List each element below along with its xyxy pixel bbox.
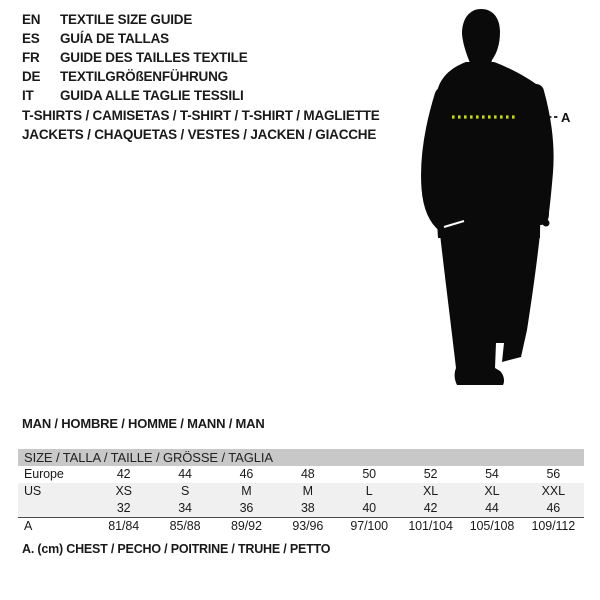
category-line-jackets: JACKETS / CHAQUETAS / VESTES / JACKEN / GIACCHE (22, 127, 377, 142)
table-cell: 32 (116, 501, 131, 515)
table-cell: XL (423, 484, 439, 498)
language-title: GUIDE DES TAILLES TEXTILE (60, 50, 248, 65)
category-lines (22, 106, 380, 144)
table-cell: 44 (178, 467, 192, 481)
table-row-label (18, 500, 93, 517)
table-cell: 42 (116, 467, 131, 481)
table-cell: L (365, 484, 373, 498)
table-row-us (18, 483, 584, 500)
language-list (22, 10, 248, 105)
table-cell: 101/104 (408, 519, 453, 533)
table-cell: M (302, 484, 313, 498)
measurement-footnote: A. (cm) CHEST / PECHO / POITRINE / TRUHE / PETTO (22, 542, 331, 556)
language-code: EN (22, 12, 41, 27)
size-table (18, 449, 584, 535)
table-cell: 46 (546, 501, 561, 515)
table-header: SIZE / TALLA / TAILLE / GRÖSSE / TAGLIA (18, 449, 584, 466)
table-cell: 48 (300, 467, 315, 481)
language-code: ES (22, 31, 40, 46)
table-cell: 50 (362, 467, 377, 481)
language-code: DE (22, 69, 41, 84)
table-cell: XS (115, 484, 132, 498)
language-row (22, 29, 248, 48)
table-cell: S (180, 484, 190, 498)
table-cell: 81/84 (108, 519, 140, 533)
head-shape (462, 9, 500, 68)
table-row-chest-a (18, 517, 584, 535)
language-row (22, 48, 248, 67)
right-thumb-shape (543, 220, 550, 227)
table-row-label: Europe (24, 467, 64, 481)
table-cell: 36 (239, 501, 254, 515)
table-cell: 56 (546, 467, 561, 481)
language-row (22, 10, 248, 29)
table-row-label: US (24, 484, 42, 498)
table-row-label: A (24, 519, 33, 533)
table-cell: 54 (485, 467, 499, 481)
language-title: TEXTILE SIZE GUIDE (60, 12, 193, 27)
table-cell: 38 (300, 501, 315, 515)
table-cell: XL (484, 484, 500, 498)
language-code: FR (22, 50, 40, 65)
table-cell: 40 (362, 501, 377, 515)
legs-shape (440, 234, 540, 368)
table-cell: 46 (239, 467, 254, 481)
table-cell: 105/108 (469, 519, 515, 533)
language-row (22, 86, 248, 105)
table-cell: M (241, 484, 252, 498)
table-cell: 42 (423, 501, 438, 515)
language-code: IT (22, 88, 34, 103)
category-line-tshirts: T-SHIRTS / CAMISETAS / T-SHIRT / T-SHIRT / MAGLIETTE (22, 108, 380, 123)
table-cell: 34 (178, 501, 192, 515)
table-cell: XXL (541, 484, 565, 498)
table-cell: 85/88 (169, 519, 201, 533)
table-cell: 52 (423, 467, 438, 481)
table-row-europe (18, 466, 584, 483)
front-foot-shape (455, 368, 504, 385)
language-title: TEXTILGRÖßENFÜHRUNG (60, 69, 228, 84)
table-cell: 109/112 (531, 519, 576, 533)
table-cell: 89/92 (231, 519, 262, 533)
table-cell: 44 (485, 501, 499, 515)
language-row (22, 67, 248, 86)
man-silhouette (431, 9, 550, 385)
measure-label-a: A (561, 110, 571, 125)
man-silhouette-figure (400, 0, 600, 400)
table-cell: 93/96 (292, 519, 324, 533)
language-title: GUIDA ALLE TAGLIE TESSILI (60, 88, 244, 103)
table-cell: 97/100 (350, 519, 388, 533)
section-title-man: MAN / HOMBRE / HOMME / MANN / MAN (22, 416, 265, 431)
table-row-numeric (18, 500, 584, 517)
language-title: GUÍA DE TALLAS (60, 31, 169, 46)
